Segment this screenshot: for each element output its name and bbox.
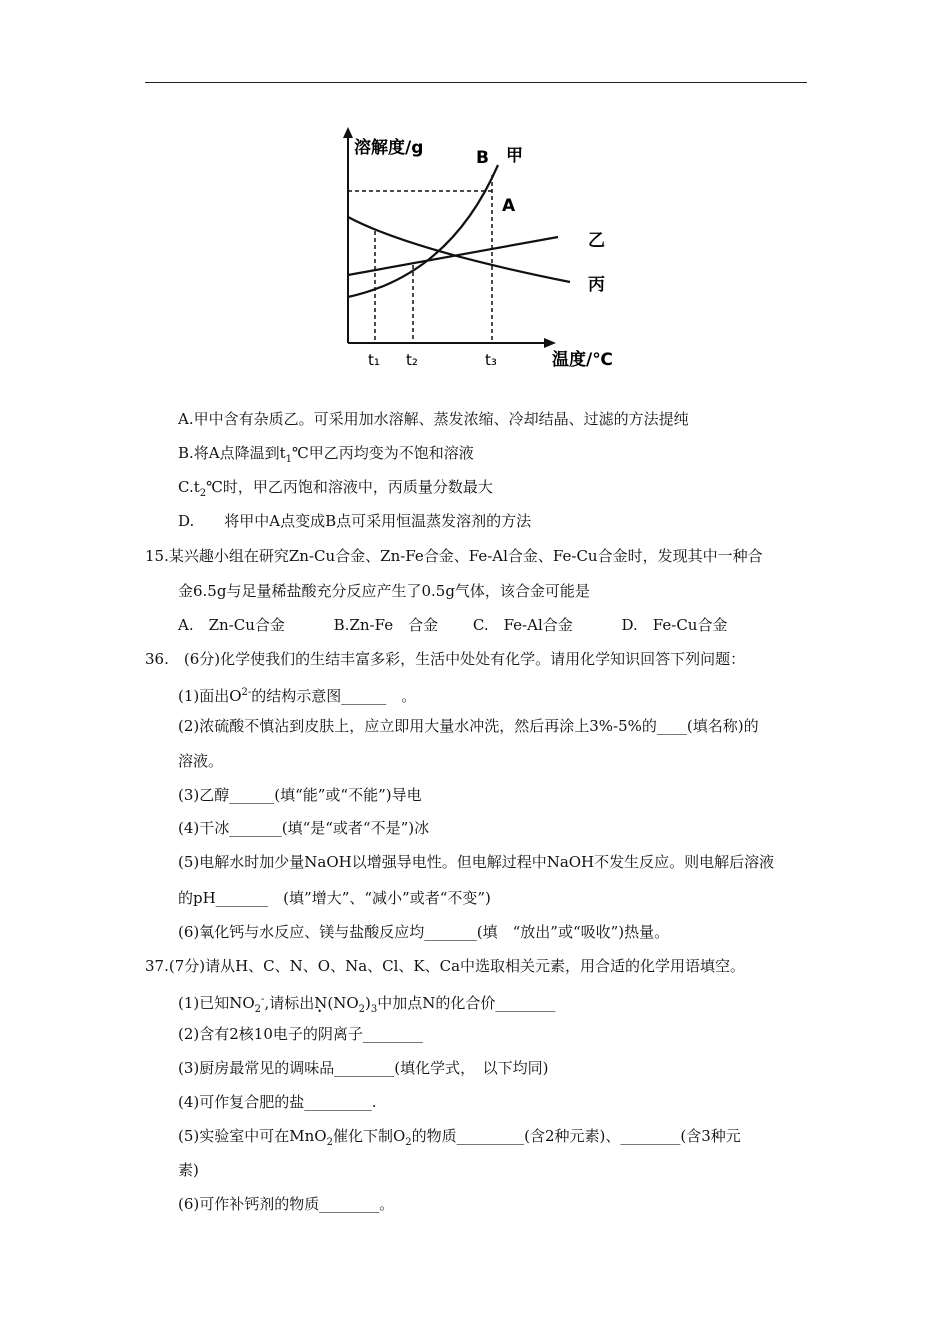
q15-option-c: C. Fe-Al合金 [472,616,573,634]
q36-sub1-text-end: 的结构示意图______ 。 [251,687,417,705]
q37-sub2: (2)含有2核10电子的阴离子________ [178,1025,423,1043]
q14-c-text: C.t [178,478,200,496]
q36-sub3: (3)乙醇______(填“能”或“不能”)导电 [178,786,422,804]
q36-stem: 36. (6分)化学使我们的生结丰富多彩，生活中处处有化学。请用化学知识回答下列问题： [145,650,746,668]
q15-stem-line2: 金6.5g与足量稀盐酸充分反应产生了0.5g气体，该合金可能是 [178,582,590,600]
q36-sub6: (6)氧化钙与水反应、镁与盐酸反应均_______(填 “放出”或“吸收”)热量。 [178,923,670,941]
tick-label-t1: t₁ [368,351,380,369]
q36-sub5-line2: 的pH_______ (填”增大”、“减小”或者“不变”) [178,889,491,907]
q37-sub5-line1 [178,1126,741,1153]
q14-option-d: D. 将甲中A点变成B点可采用恒温蒸发溶剂的方法 [178,512,532,530]
series-label-bing: 丙 [588,275,605,295]
q36-sub2-line1: (2)浓硫酸不慎沾到皮肤上，应立即用大量水冲洗，然后再涂上3%-5%的____(填名称)的 [178,717,759,735]
tick-label-t3: t₃ [485,351,497,369]
q37-sub1-sub3: 3 [370,1004,378,1015]
q37-sub4: (4)可作复合肥的盐_________. [178,1093,377,1111]
q14-option-a: A.甲中含有杂质乙。可采用加水溶解、蒸发浓缩、冷却结晶、过滤的方法提纯 [178,410,689,428]
q37-sub1-text: (1)已知NO [178,994,255,1012]
point-label-b: B [476,148,489,168]
q37-sub1-sup: - [261,994,265,1005]
q36-sub1-sup: 2- [241,687,252,698]
q37-sub5-mid: 催化下制O [332,1127,406,1145]
q36-sub5-line1: (5)电解水时加少量NaOH以增强导电性。但电解过程中NaOH不发生反应。则电解后溶液 [178,853,775,871]
series-jia-curve [348,165,498,297]
q14-b-sub: 1 [285,454,293,465]
q37-sub1-text-end: 中加点N的化合价________ [377,994,556,1012]
q36-sub2-line2: 溶液。 [178,752,224,770]
q37-sub1-paren: (NO [327,994,359,1012]
q37-sub5-sub: 2 [326,1137,333,1148]
q14-b-text: B.将A点降温到t [178,444,286,462]
q14-option-b [178,443,474,470]
q36-sub1 [178,683,416,706]
q37-dotted-n: N • [314,993,327,1013]
q36-sub1-text: (1)面出O [178,687,242,705]
q37-sub5-sub2: 2 [405,1137,412,1148]
series-label-yi: 乙 [588,231,605,251]
q14-b-text-end: ℃甲乙丙均变为不饱和溶液 [292,444,474,462]
series-label-jia: 甲 [506,146,523,166]
header-rule [145,82,807,83]
q15-option-b: B.Zn-Fe 合金 [333,616,439,634]
q37-sub5-line2: 素) [178,1161,199,1179]
point-label-a: A [502,196,516,216]
tick-label-t2: t₂ [406,351,418,369]
q37-sub6: (6)可作补钙剂的物质________。 [178,1195,395,1213]
q15-option-d: D. Fe-Cu合金 [621,616,728,634]
q37-stem: 37.(7分)请从H、C、N、O、Na、Cl、K、Ca中选取相关元素，用合适的化学用语填空。 [145,957,746,975]
q37-sub1-sub2: 2 [358,1004,365,1015]
q37-sub5-text-end: 的物质_________(含2种元素)、________(含3种元 [411,1127,741,1145]
series-bing-curve [348,217,570,282]
q14-c-sub: 2 [199,488,207,499]
q15-option-a: A. Zn-Cu合金 [178,616,285,634]
x-axis-arrow [544,338,556,348]
y-axis-label: 溶解度/g [354,138,424,158]
q36-sub4: (4)干冰_______(填“是“或者“不是”)冰 [178,819,430,837]
q14-c-text-end: ℃时，甲乙丙饱和溶液中，丙质量分数最大 [206,478,493,496]
q37-sub3: (3)厨房最常见的调味品________(填化学式， 以下均同) [178,1059,549,1077]
q37-sub5-text: (5)实验室中可在MnO [178,1127,327,1145]
q37-sub1-sub: 2 [254,1004,262,1015]
q37-sub1 [178,990,555,1020]
q14-option-c [178,477,493,504]
q15-options [178,615,727,635]
solubility-chart [330,125,630,375]
q37-sub1-paren2: ) [365,994,371,1012]
q15-stem-line1: 15.某兴趣小组在研究Zn-Cu合金、Zn-Fe合金、Fe-Al合金、Fe-Cu合金时，发现其中一种合 [145,547,763,565]
q37-sub1-mid: ,请标出 [264,994,315,1012]
x-axis-label: 温度/℃ [552,350,613,370]
y-axis-arrow [343,127,353,138]
